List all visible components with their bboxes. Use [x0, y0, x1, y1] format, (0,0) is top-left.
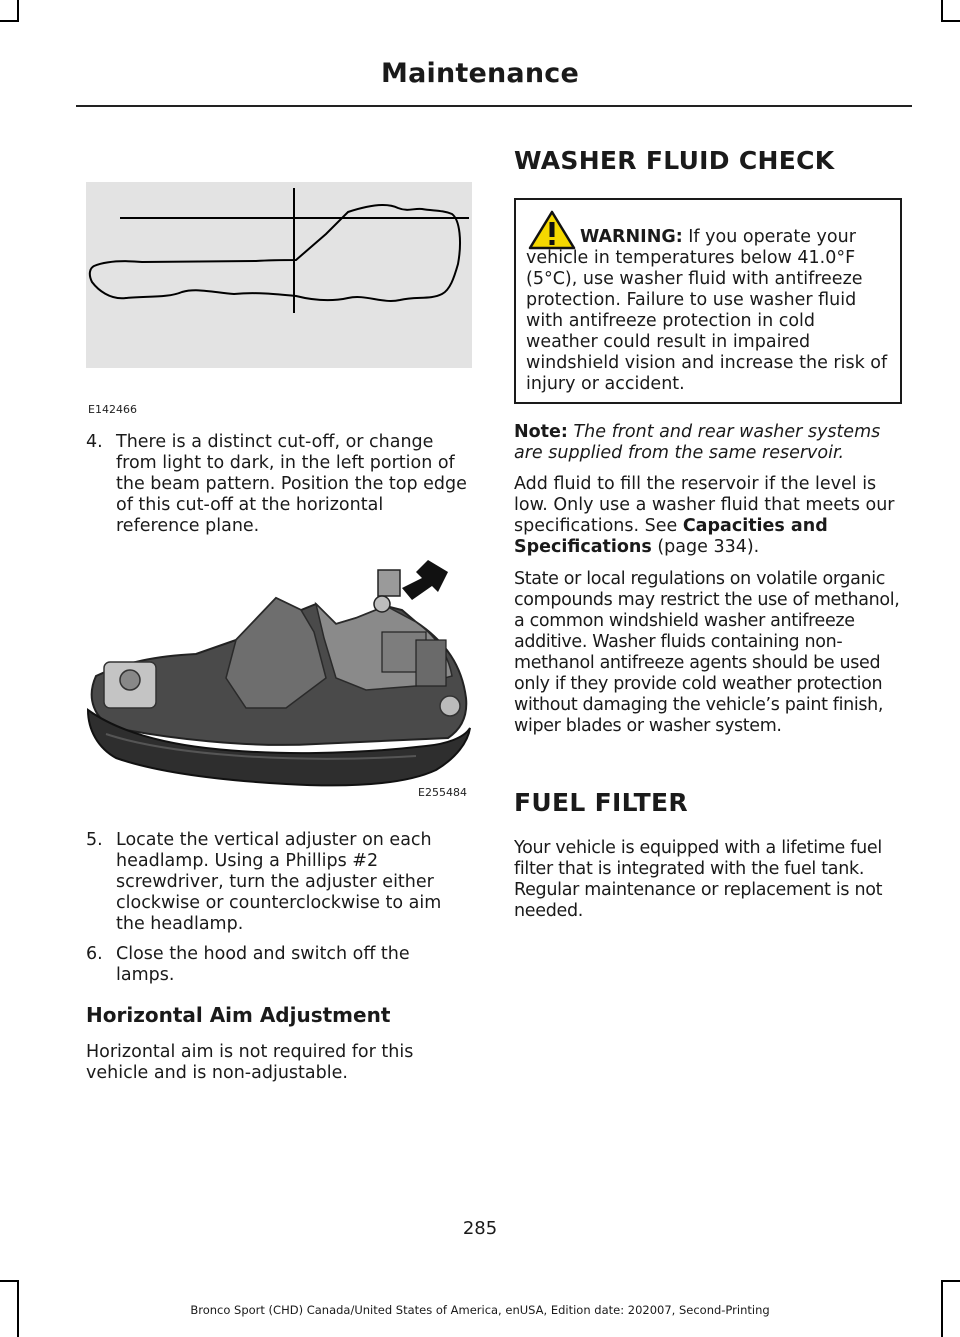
- crop-mark: [17, 0, 19, 22]
- step-5: [86, 830, 472, 935]
- fuel-filter-heading: FUEL FILTER: [514, 788, 688, 817]
- note-text: The front and rear washer systems are supplied from the same reservoir.: [514, 422, 881, 463]
- horizontal-aim-text: Horizontal aim is not required for this vehicle and is non-adjustable.: [86, 1042, 414, 1083]
- washer-fluid-heading: WASHER FLUID CHECK: [514, 146, 835, 175]
- crop-mark: [0, 20, 19, 22]
- add-fluid-paragraph: [514, 474, 906, 558]
- page-title: Maintenance: [381, 58, 579, 89]
- page-reference: (page 334).: [651, 537, 760, 557]
- regulations-paragraph: State or local regulations on volatile organic compounds may restrict the use of methanol, a common windshield washer antifreeze additive. Washer fluids containing non-methanol antifreeze agents should be used only if they provide cold weather protection without damaging the vehicle’s paint finish, wiper blades or washer system.: [514, 569, 900, 736]
- note-paragraph: [514, 422, 906, 464]
- crop-mark: [0, 1280, 19, 1282]
- step-6: [86, 944, 472, 986]
- note-label: Note:: [514, 422, 568, 442]
- capacities-link[interactable]: Capacities and Specifications: [514, 516, 828, 557]
- page-number: 285: [462, 1218, 498, 1239]
- figure-label: E142466: [88, 403, 137, 416]
- step-number: 4.: [86, 432, 103, 452]
- crop-mark: [941, 0, 943, 22]
- header-divider: [76, 105, 912, 107]
- step-4: [86, 432, 472, 537]
- step-number: 5.: [86, 830, 103, 850]
- fuel-filter-text: Your vehicle is equipped with a lifetime fuel filter that is integrated with the fuel tank. Regular maintenance or replacement is not needed.: [514, 838, 883, 921]
- adjuster-pointer-arrow: [402, 560, 448, 600]
- warning-label: WARNING:: [580, 227, 683, 247]
- step-text: Locate the vertical adjuster on each headlamp. Using a Phillips #2 screwdriver, turn the adjuster either clockwise or counterclockwise to aim the headlamp.: [116, 830, 442, 934]
- warning-body: If you operate your vehicle in temperatures below 41.0°F (5°C), use washer fluid with antifreeze protection. Failure to use washer fluid with antifreeze protection in cold weather could result in impaired windshield vision and increase the risk of injury or accident.: [526, 227, 888, 394]
- step-number: 6.: [86, 944, 103, 964]
- beam-pattern-figure: [86, 182, 472, 368]
- figure-label: E255484: [418, 786, 467, 799]
- crop-mark: [941, 1280, 960, 1282]
- step-text: There is a distinct cut-off, or change from light to dark, in the left portion of the beam pattern. Position the top edge of this cut-off at the horizontal reference plane.: [116, 432, 467, 536]
- headlamp-assembly-illustration: [86, 558, 472, 790]
- step-text: Close the hood and switch off the lamps.: [116, 944, 410, 985]
- crop-mark: [941, 20, 960, 22]
- headlamp-figure: [86, 558, 472, 790]
- warning-box: [514, 198, 902, 404]
- add-fluid-text: Add fluid to fill the reservoir if the level is low. Only use a washer fluid that meets our specifications. See: [514, 474, 895, 536]
- warning-text: [526, 227, 892, 395]
- beam-pattern-diagram: [86, 182, 472, 368]
- horizontal-aim-heading: Horizontal Aim Adjustment: [86, 1003, 391, 1027]
- edition-footer: Bronco Sport (CHD) Canada/United States of America, enUSA, Edition date: 202007, Second-Printing: [190, 1303, 770, 1317]
